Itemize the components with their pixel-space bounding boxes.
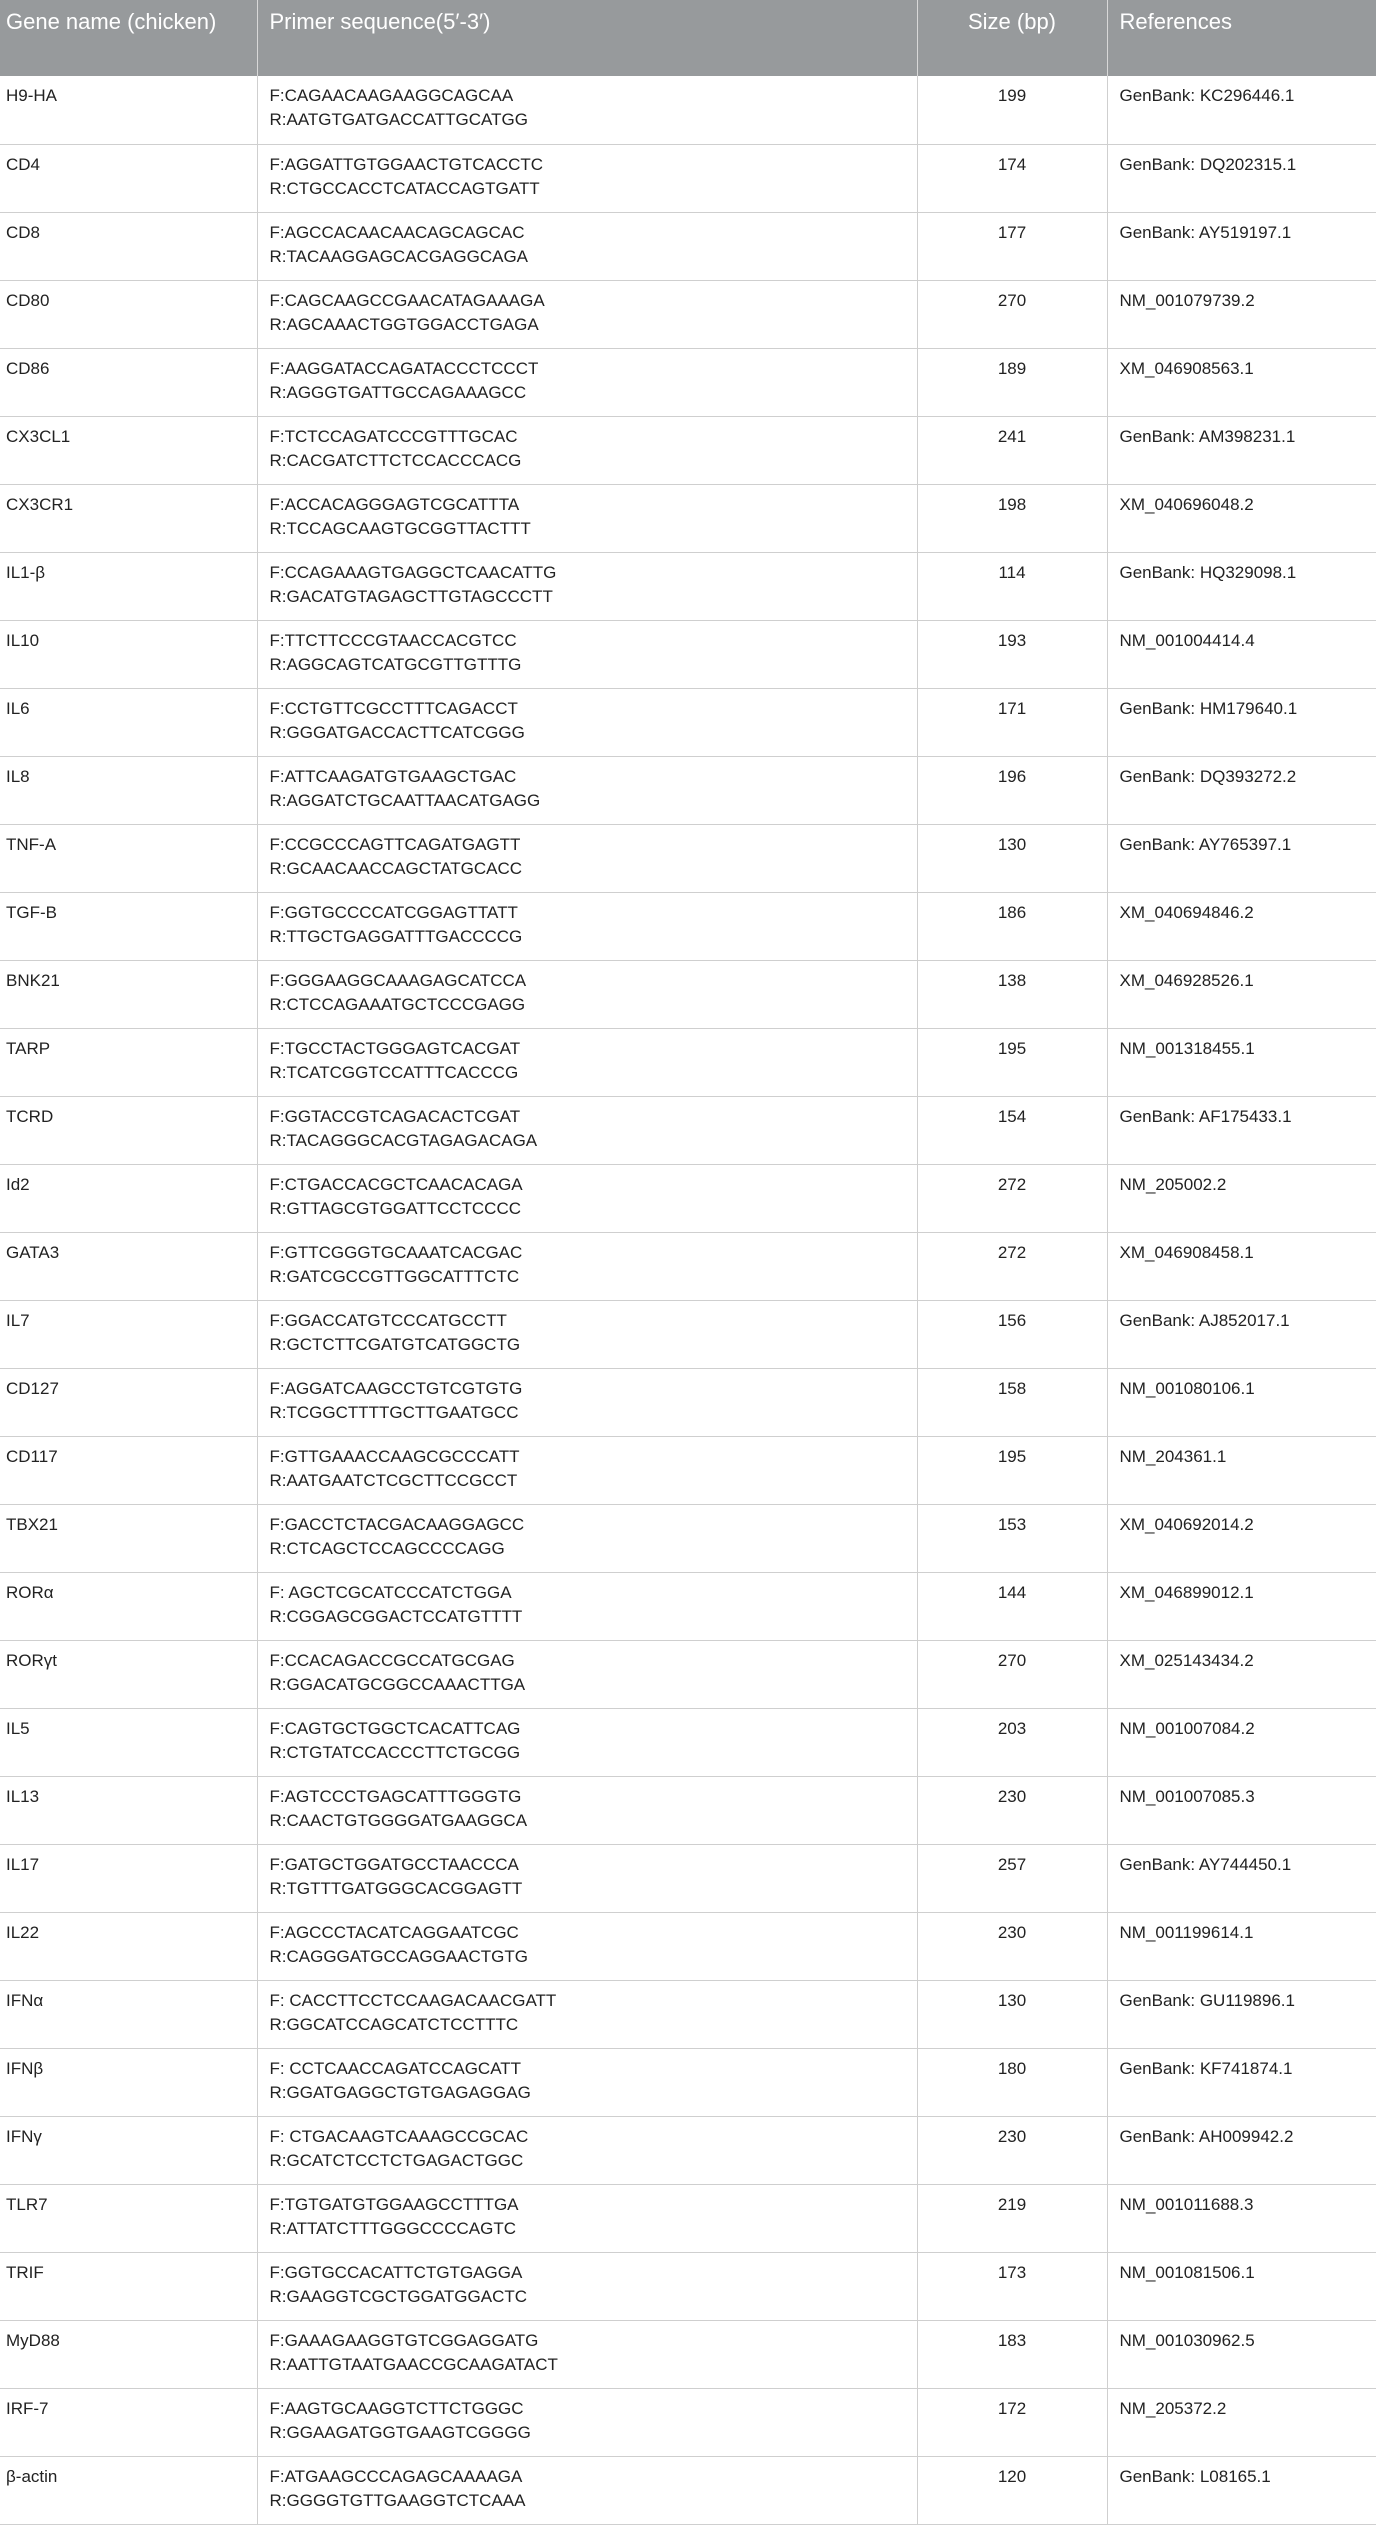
reference-cell: NM_001030962.5 xyxy=(1107,2320,1376,2388)
primer-sequence-cell xyxy=(257,1300,917,1368)
reverse-primer: R:AGCAAACTGGTGGACCTGAGA xyxy=(269,314,539,334)
reference-cell: GenBank: HQ329098.1 xyxy=(1107,552,1376,620)
reference-cell: GenBank: HM179640.1 xyxy=(1107,688,1376,756)
table-row xyxy=(0,280,1376,348)
reverse-primer: R:GCTCTTCGATGTCATGGCTG xyxy=(269,1334,521,1354)
table-row xyxy=(0,1912,1376,1980)
gene-name-cell: IL17 xyxy=(0,1844,257,1912)
size-cell: 177 xyxy=(917,212,1107,280)
primer-sequence-cell xyxy=(257,212,917,280)
reverse-primer: R:CTCAGCTCCAGCCCCAGG xyxy=(269,1538,505,1558)
reference-cell: GenBank: AH009942.2 xyxy=(1107,2116,1376,2184)
forward-primer: F:GTTGAAACCAAGCGCCCATT xyxy=(269,1446,520,1466)
reverse-primer: R:GGGATGACCACTTCATCGGG xyxy=(269,722,525,742)
table-row xyxy=(0,2048,1376,2116)
size-cell: 257 xyxy=(917,1844,1107,1912)
gene-name-cell: TBX21 xyxy=(0,1504,257,1572)
gene-name-cell: CD4 xyxy=(0,144,257,212)
gene-name-cell: β-actin xyxy=(0,2456,257,2524)
size-cell: 120 xyxy=(917,2456,1107,2524)
primer-sequence-cell xyxy=(257,1028,917,1096)
primer-sequence-cell xyxy=(257,2048,917,2116)
table-row xyxy=(0,688,1376,756)
header-primer-sequence: Primer sequence(5′-3′) xyxy=(257,0,917,76)
reference-cell: XM_040692014.2 xyxy=(1107,1504,1376,1572)
reverse-primer: R:GACATGTAGAGCTTGTAGCCCTT xyxy=(269,586,553,606)
primer-sequence-cell xyxy=(257,76,917,144)
forward-primer: F: CCTCAACCAGATCCAGCATT xyxy=(269,2058,522,2078)
forward-primer: F:GGGAAGGCAAAGAGCATCCA xyxy=(269,970,527,990)
gene-name-cell: IL8 xyxy=(0,756,257,824)
size-cell: 173 xyxy=(917,2252,1107,2320)
primer-sequence-cell xyxy=(257,2252,917,2320)
reference-cell: NM_001080106.1 xyxy=(1107,1368,1376,1436)
reverse-primer: R:AATGAATCTCGCTTCCGCCT xyxy=(269,1470,518,1490)
reference-cell: GenBank: AM398231.1 xyxy=(1107,416,1376,484)
table-row xyxy=(0,1504,1376,1572)
size-cell: 230 xyxy=(917,1912,1107,1980)
forward-primer: F:AAGTGCAAGGTCTTCTGGGC xyxy=(269,2398,524,2418)
table-row xyxy=(0,1368,1376,1436)
primer-sequence-cell xyxy=(257,552,917,620)
reference-cell: GenBank: KC296446.1 xyxy=(1107,76,1376,144)
primer-sequence-cell xyxy=(257,2388,917,2456)
reference-cell: GenBank: DQ202315.1 xyxy=(1107,144,1376,212)
reverse-primer: R:AATGTGATGACCATTGCATGG xyxy=(269,110,528,129)
reference-cell: NM_001007084.2 xyxy=(1107,1708,1376,1776)
gene-name-cell: RORα xyxy=(0,1572,257,1640)
gene-name-cell: IL13 xyxy=(0,1776,257,1844)
table-row xyxy=(0,2388,1376,2456)
forward-primer: F:GGTGCCCCATCGGAGTTATT xyxy=(269,902,518,922)
size-cell: 189 xyxy=(917,348,1107,416)
table-row xyxy=(0,960,1376,1028)
reference-cell: NM_001007085.3 xyxy=(1107,1776,1376,1844)
size-cell: 144 xyxy=(917,1572,1107,1640)
size-cell: 114 xyxy=(917,552,1107,620)
forward-primer: F: AGCTCGCATCCCATCTGGA xyxy=(269,1582,512,1602)
gene-name-cell: MyD88 xyxy=(0,2320,257,2388)
gene-name-cell: CD117 xyxy=(0,1436,257,1504)
forward-primer: F:CCAGAAAGTGAGGCTCAACATTG xyxy=(269,562,557,582)
gene-name-cell: IRF-7 xyxy=(0,2388,257,2456)
table-row xyxy=(0,552,1376,620)
forward-primer: F:TTCTTCCCGTAACCACGTCC xyxy=(269,630,517,650)
reference-cell: NM_001011688.3 xyxy=(1107,2184,1376,2252)
primer-sequence-cell xyxy=(257,1164,917,1232)
reverse-primer: R:TACAAGGAGCACGAGGCAGA xyxy=(269,246,529,266)
gene-name-cell: CD80 xyxy=(0,280,257,348)
reference-cell: XM_046928526.1 xyxy=(1107,960,1376,1028)
table-row xyxy=(0,1300,1376,1368)
gene-name-cell: IL5 xyxy=(0,1708,257,1776)
reverse-primer: R:GAAGGTCGCTGGATGGACTC xyxy=(269,2286,528,2306)
reverse-primer: R:CAACTGTGGGGATGAAGGCA xyxy=(269,1810,528,1830)
table-row xyxy=(0,144,1376,212)
forward-primer: F:CCTGTTCGCCTTTCAGACCT xyxy=(269,698,518,718)
forward-primer: F:CTGACCACGCTCAACACAGA xyxy=(269,1174,523,1194)
forward-primer: F:CAGAACAAGAAGGCAGCAA xyxy=(269,86,514,105)
reverse-primer: R:GCAACAACCAGCTATGCACC xyxy=(269,858,523,878)
reverse-primer: R:TACAGGGCACGTAGAGACAGA xyxy=(269,1130,538,1150)
forward-primer: F:GGACCATGTCCCATGCCTT xyxy=(269,1310,507,1330)
forward-primer: F:AGCCACAACAACAGCAGCAC xyxy=(269,222,525,242)
table-row xyxy=(0,1776,1376,1844)
forward-primer: F:AAGGATACCAGATACCCTCCCT xyxy=(269,358,539,378)
gene-name-cell: IL6 xyxy=(0,688,257,756)
reference-cell: GenBank: DQ393272.2 xyxy=(1107,756,1376,824)
gene-name-cell: TCRD xyxy=(0,1096,257,1164)
reference-cell: XM_025143434.2 xyxy=(1107,1640,1376,1708)
gene-name-cell: TRIF xyxy=(0,2252,257,2320)
size-cell: 156 xyxy=(917,1300,1107,1368)
forward-primer: F:AGTCCCTGAGCATTTGGGTG xyxy=(269,1786,522,1806)
forward-primer: F:ACCACAGGGAGTCGCATTTA xyxy=(269,494,520,514)
gene-name-cell: GATA3 xyxy=(0,1232,257,1300)
reference-cell: GenBank: KF741874.1 xyxy=(1107,2048,1376,2116)
gene-name-cell: IL7 xyxy=(0,1300,257,1368)
forward-primer: F:AGGATCAAGCCTGTCGTGTG xyxy=(269,1378,523,1398)
reverse-primer: R:ATTATCTTTGGGCCCCAGTC xyxy=(269,2218,516,2238)
reverse-primer: R:GGAAGATGGTGAAGTCGGGG xyxy=(269,2422,531,2442)
reverse-primer: R:AATTGTAATGAACCGCAAGATACT xyxy=(269,2354,558,2374)
primer-sequence-cell xyxy=(257,2116,917,2184)
forward-primer: F:CCGCCCAGTTCAGATGAGTT xyxy=(269,834,521,854)
primer-sequence-cell xyxy=(257,824,917,892)
forward-primer: F:AGGATTGTGGAACTGTCACCTC xyxy=(269,154,544,174)
primer-sequence-cell xyxy=(257,960,917,1028)
gene-name-cell: H9-HA xyxy=(0,76,257,144)
reference-cell: XM_046908563.1 xyxy=(1107,348,1376,416)
gene-name-cell: RORγt xyxy=(0,1640,257,1708)
reference-cell: NM_001318455.1 xyxy=(1107,1028,1376,1096)
size-cell: 158 xyxy=(917,1368,1107,1436)
gene-name-cell: CX3CR1 xyxy=(0,484,257,552)
reverse-primer: R:GGCATCCAGCATCTCCTTTC xyxy=(269,2014,519,2034)
forward-primer: F:CAGTGCTGGCTCACATTCAG xyxy=(269,1718,521,1738)
table-row xyxy=(0,1028,1376,1096)
size-cell: 241 xyxy=(917,416,1107,484)
table-row xyxy=(0,1164,1376,1232)
reference-cell: NM_001079739.2 xyxy=(1107,280,1376,348)
size-cell: 230 xyxy=(917,1776,1107,1844)
size-cell: 172 xyxy=(917,2388,1107,2456)
table-row xyxy=(0,416,1376,484)
header-references: References xyxy=(1107,0,1376,76)
primer-sequence-cell xyxy=(257,2320,917,2388)
forward-primer: F:ATGAAGCCCAGAGCAAAAGA xyxy=(269,2466,523,2486)
size-cell: 272 xyxy=(917,1164,1107,1232)
reverse-primer: R:TTGCTGAGGATTTGACCCCG xyxy=(269,926,523,946)
forward-primer: F:GATGCTGGATGCCTAACCCA xyxy=(269,1854,519,1874)
reference-cell: GenBank: AY519197.1 xyxy=(1107,212,1376,280)
gene-name-cell: Id2 xyxy=(0,1164,257,1232)
reference-cell: NM_001081506.1 xyxy=(1107,2252,1376,2320)
size-cell: 199 xyxy=(917,76,1107,144)
reverse-primer: R:AGGCAGTCATGCGTTGTTTG xyxy=(269,654,522,674)
primer-sequence-cell xyxy=(257,1572,917,1640)
primer-sequence-cell xyxy=(257,688,917,756)
reference-cell: GenBank: GU119896.1 xyxy=(1107,1980,1376,2048)
size-cell: 174 xyxy=(917,144,1107,212)
reference-cell: GenBank: AY765397.1 xyxy=(1107,824,1376,892)
primer-sequence-cell xyxy=(257,1980,917,2048)
forward-primer: F:GTTCGGGTGCAAATCACGAC xyxy=(269,1242,523,1262)
primer-sequence-cell xyxy=(257,484,917,552)
primer-sequence-cell xyxy=(257,1436,917,1504)
header-size: Size (bp) xyxy=(917,0,1107,76)
reverse-primer: R:GGGGTGTTGAAGGTCTCAAA xyxy=(269,2490,526,2510)
table-row xyxy=(0,1844,1376,1912)
primer-sequence-cell xyxy=(257,1640,917,1708)
table-row xyxy=(0,2320,1376,2388)
size-cell: 195 xyxy=(917,1028,1107,1096)
primer-sequence-cell xyxy=(257,756,917,824)
gene-name-cell: TNF-A xyxy=(0,824,257,892)
size-cell: 270 xyxy=(917,1640,1107,1708)
reference-cell: XM_046908458.1 xyxy=(1107,1232,1376,1300)
reverse-primer: R:AGGATCTGCAATTAACATGAGG xyxy=(269,790,541,810)
forward-primer: F:GGTACCGTCAGACACTCGAT xyxy=(269,1106,521,1126)
reverse-primer: R:GCATCTCCTCTGAGACTGGC xyxy=(269,2150,524,2170)
size-cell: 183 xyxy=(917,2320,1107,2388)
header-gene-name: Gene name (chicken) xyxy=(0,0,257,76)
forward-primer: F:GGTGCCACATTCTGTGAGGA xyxy=(269,2262,523,2282)
forward-primer: F:TGCCTACTGGGAGTCACGAT xyxy=(269,1038,521,1058)
size-cell: 193 xyxy=(917,620,1107,688)
gene-name-cell: TGF-B xyxy=(0,892,257,960)
primer-sequence-cell xyxy=(257,1096,917,1164)
reverse-primer: R:CTGCCACCTCATACCAGTGATT xyxy=(269,178,540,198)
table-body xyxy=(0,76,1376,2524)
primer-sequence-cell xyxy=(257,1368,917,1436)
gene-name-cell: IL10 xyxy=(0,620,257,688)
primer-sequence-cell xyxy=(257,348,917,416)
forward-primer: F: CACCTTCCTCCAAGACAACGATT xyxy=(269,1990,557,2010)
table-row xyxy=(0,484,1376,552)
table-row xyxy=(0,1436,1376,1504)
size-cell: 153 xyxy=(917,1504,1107,1572)
size-cell: 130 xyxy=(917,1980,1107,2048)
gene-name-cell: CD86 xyxy=(0,348,257,416)
forward-primer: F:TGTGATGTGGAAGCCTTTGA xyxy=(269,2194,519,2214)
gene-name-cell: IL1-β xyxy=(0,552,257,620)
reverse-primer: R:GGACATGCGGCCAAACTTGA xyxy=(269,1674,526,1694)
forward-primer: F:TCTCCAGATCCCGTTTGCAC xyxy=(269,426,518,446)
primer-sequence-cell xyxy=(257,1776,917,1844)
forward-primer: F: CTGACAAGTCAAAGCCGCAC xyxy=(269,2126,529,2146)
header-row xyxy=(0,0,1376,76)
primer-sequence-cell xyxy=(257,416,917,484)
primer-sequence-cell xyxy=(257,1708,917,1776)
gene-name-cell: BNK21 xyxy=(0,960,257,1028)
table-row xyxy=(0,1980,1376,2048)
forward-primer: F:CAGCAAGCCGAACATAGAAAGA xyxy=(269,290,545,310)
reference-cell: XM_046899012.1 xyxy=(1107,1572,1376,1640)
reference-cell: NM_205002.2 xyxy=(1107,1164,1376,1232)
gene-name-cell: TLR7 xyxy=(0,2184,257,2252)
reverse-primer: R:GGATGAGGCTGTGAGAGGAG xyxy=(269,2082,531,2102)
table-row xyxy=(0,2252,1376,2320)
forward-primer: F:ATTCAAGATGTGAAGCTGAC xyxy=(269,766,517,786)
primer-sequence-cell xyxy=(257,144,917,212)
table-row xyxy=(0,1640,1376,1708)
reference-cell: NM_205372.2 xyxy=(1107,2388,1376,2456)
size-cell: 203 xyxy=(917,1708,1107,1776)
gene-name-cell: CD127 xyxy=(0,1368,257,1436)
table-header xyxy=(0,0,1376,76)
size-cell: 219 xyxy=(917,2184,1107,2252)
primer-sequence-cell xyxy=(257,1844,917,1912)
reverse-primer: R:CTGTATCCACCCTTCTGCGG xyxy=(269,1742,521,1762)
size-cell: 272 xyxy=(917,1232,1107,1300)
primer-sequence-cell xyxy=(257,1912,917,1980)
reference-cell: GenBank: AJ852017.1 xyxy=(1107,1300,1376,1368)
reverse-primer: R:GATCGCCGTTGGCATTTCTC xyxy=(269,1266,520,1286)
reference-cell: GenBank: AY744450.1 xyxy=(1107,1844,1376,1912)
table-row xyxy=(0,756,1376,824)
table-row xyxy=(0,76,1376,144)
reverse-primer: R:TCATCGGTCCATTTCACCCG xyxy=(269,1062,519,1082)
primer-sequence-cell xyxy=(257,2184,917,2252)
size-cell: 198 xyxy=(917,484,1107,552)
gene-name-cell: IFNα xyxy=(0,1980,257,2048)
forward-primer: F:AGCCCTACATCAGGAATCGC xyxy=(269,1922,519,1942)
size-cell: 154 xyxy=(917,1096,1107,1164)
table-row xyxy=(0,1572,1376,1640)
table-row xyxy=(0,212,1376,280)
gene-name-cell: IFNβ xyxy=(0,2048,257,2116)
reverse-primer: R:CACGATCTTCTCCACCCACG xyxy=(269,450,522,470)
table-row xyxy=(0,1232,1376,1300)
size-cell: 270 xyxy=(917,280,1107,348)
size-cell: 180 xyxy=(917,2048,1107,2116)
table-row xyxy=(0,824,1376,892)
size-cell: 186 xyxy=(917,892,1107,960)
size-cell: 171 xyxy=(917,688,1107,756)
gene-name-cell: IL22 xyxy=(0,1912,257,1980)
reference-cell: XM_040694846.2 xyxy=(1107,892,1376,960)
gene-name-cell: TARP xyxy=(0,1028,257,1096)
primer-sequence-cell xyxy=(257,280,917,348)
size-cell: 230 xyxy=(917,2116,1107,2184)
size-cell: 138 xyxy=(917,960,1107,1028)
reverse-primer: R:TCCAGCAAGTGCGGTTACTTT xyxy=(269,518,531,538)
primer-sequence-cell xyxy=(257,892,917,960)
primer-sequence-cell xyxy=(257,1504,917,1572)
table-row xyxy=(0,1096,1376,1164)
table-row xyxy=(0,348,1376,416)
reference-cell: NM_001199614.1 xyxy=(1107,1912,1376,1980)
table-row xyxy=(0,2184,1376,2252)
forward-primer: F:CCACAGACCGCCATGCGAG xyxy=(269,1650,515,1670)
primer-sequence-cell xyxy=(257,620,917,688)
reference-cell: GenBank: L08165.1 xyxy=(1107,2456,1376,2524)
primer-sequence-cell xyxy=(257,1232,917,1300)
forward-primer: F:GACCTCTACGACAAGGAGCC xyxy=(269,1514,525,1534)
size-cell: 130 xyxy=(917,824,1107,892)
reverse-primer: R:CGGAGCGGACTCCATGTTTT xyxy=(269,1606,523,1626)
table-row xyxy=(0,892,1376,960)
gene-name-cell: CD8 xyxy=(0,212,257,280)
table-row xyxy=(0,2116,1376,2184)
gene-name-cell: CX3CL1 xyxy=(0,416,257,484)
gene-name-cell: IFNγ xyxy=(0,2116,257,2184)
reverse-primer: R:CTCCAGAAATGCTCCCGAGG xyxy=(269,994,526,1014)
reverse-primer: R:TGTTTGATGGGCACGGAGTT xyxy=(269,1878,523,1898)
size-cell: 195 xyxy=(917,1436,1107,1504)
reference-cell: XM_040696048.2 xyxy=(1107,484,1376,552)
reverse-primer: R:TCGGCTTTTGCTTGAATGCC xyxy=(269,1402,519,1422)
reverse-primer: R:GTTAGCGTGGATTCCTCCCC xyxy=(269,1198,522,1218)
size-cell: 196 xyxy=(917,756,1107,824)
forward-primer: F:GAAAGAAGGTGTCGGAGGATG xyxy=(269,2330,539,2350)
reference-cell: GenBank: AF175433.1 xyxy=(1107,1096,1376,1164)
table-row xyxy=(0,620,1376,688)
reverse-primer: R:CAGGGATGCCAGGAACTGTG xyxy=(269,1946,528,1966)
reference-cell: NM_204361.1 xyxy=(1107,1436,1376,1504)
table-row xyxy=(0,1708,1376,1776)
reference-cell: NM_001004414.4 xyxy=(1107,620,1376,688)
reverse-primer: R:AGGGTGATTGCCAGAAAGCC xyxy=(269,382,527,402)
